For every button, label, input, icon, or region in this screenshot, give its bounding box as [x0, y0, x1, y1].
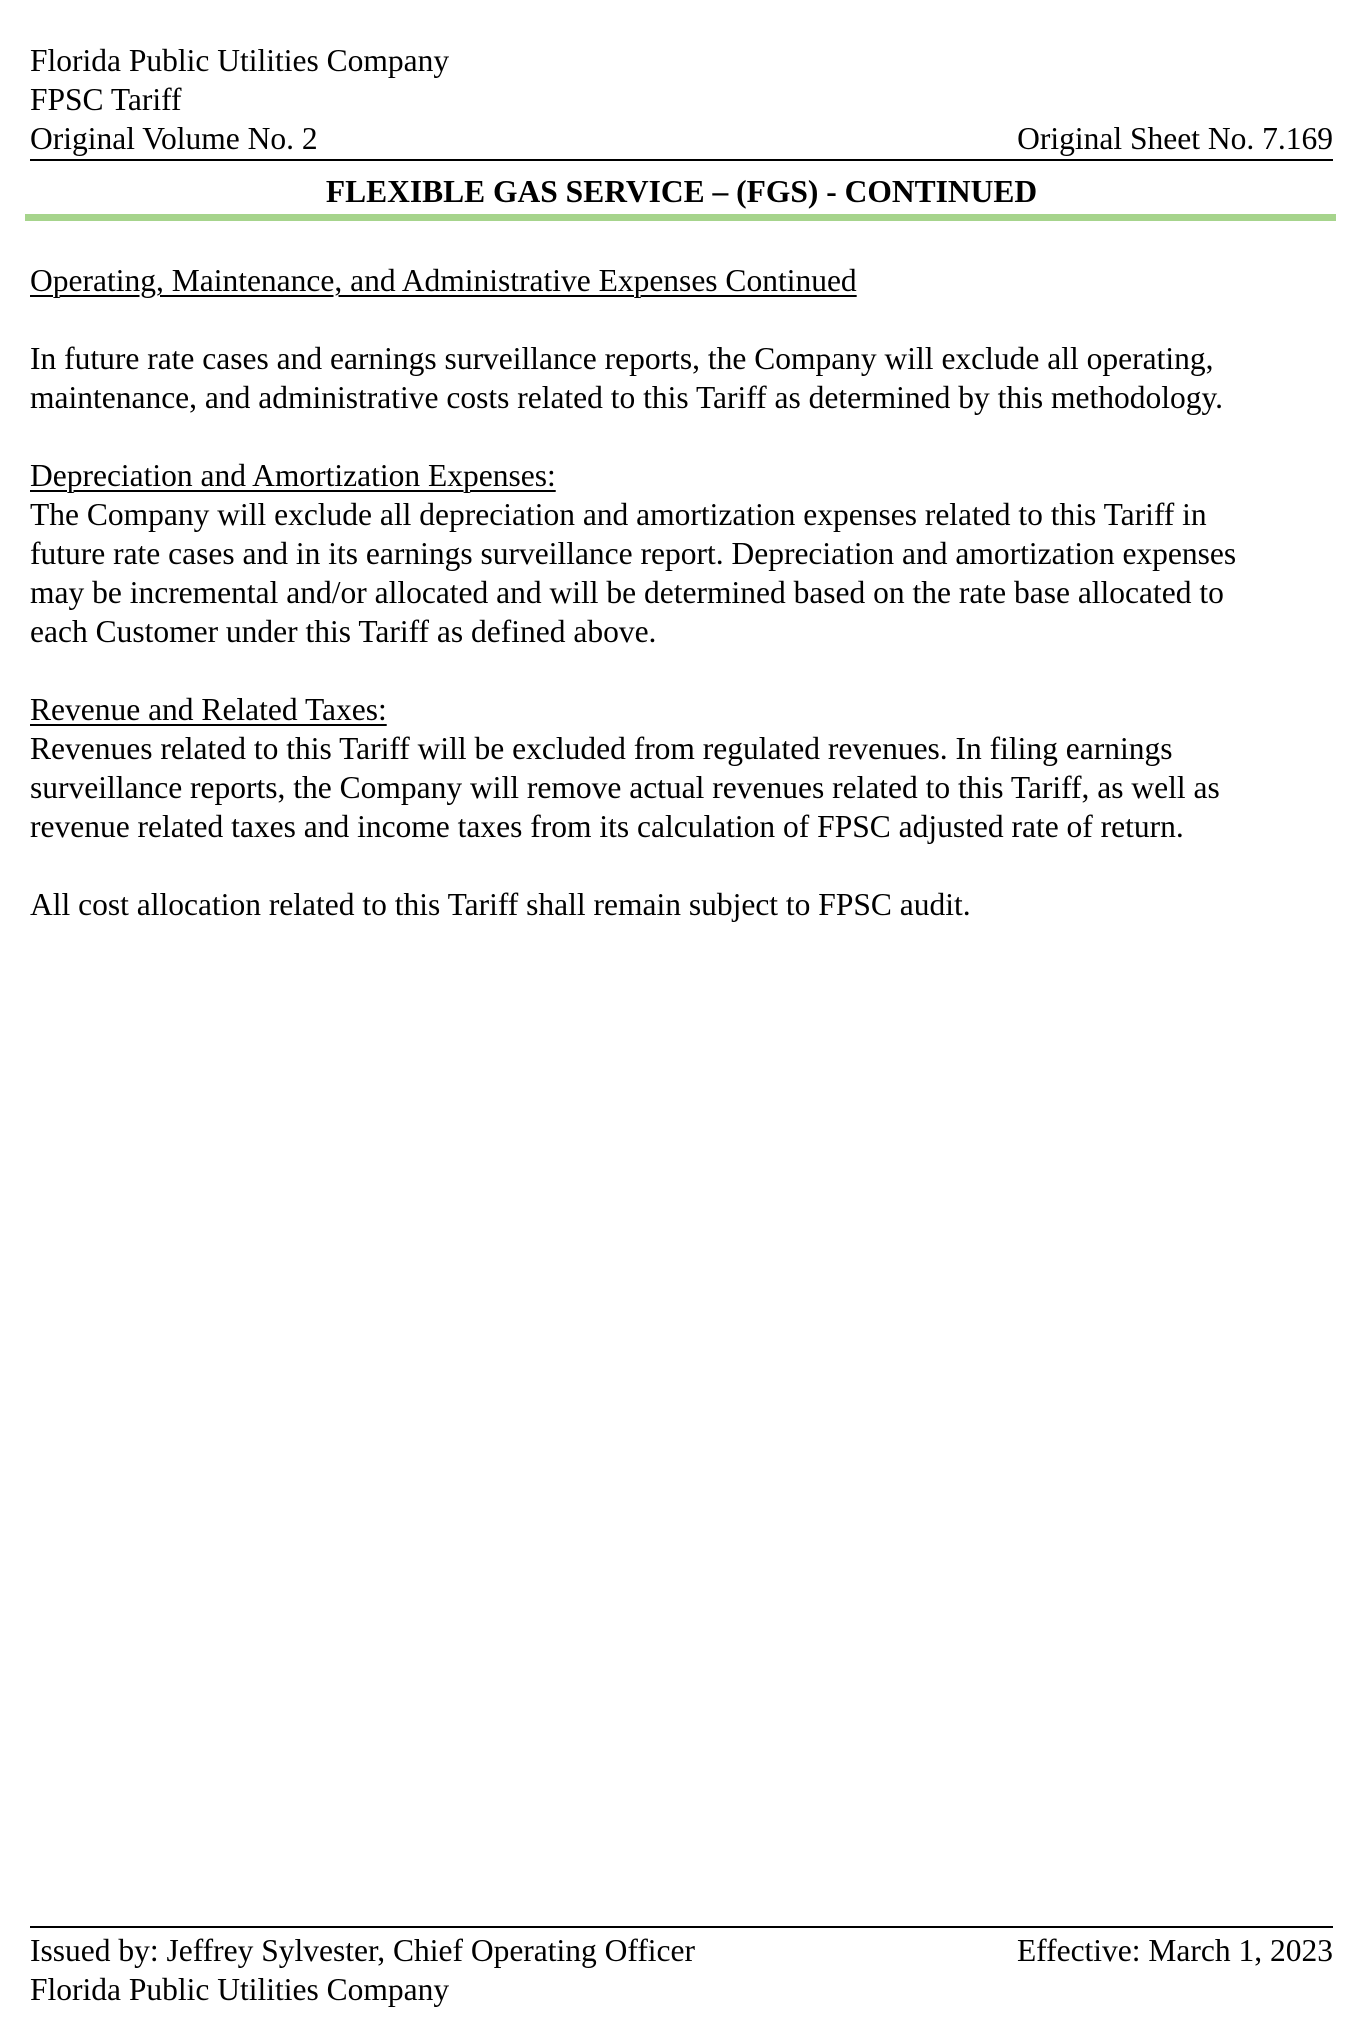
footer-rule: [30, 1926, 1333, 1928]
page-header: [30, 41, 1333, 158]
paragraph-line: future rate cases and in its earnings surveillance report. Depreciation and amortization expenses: [30, 536, 1237, 571]
header-volume-row: [30, 119, 1333, 158]
footer-issued-row: [30, 1931, 1333, 1970]
page-footer: [30, 1931, 1333, 2009]
paragraph-line: surveillance reports, the Company will remove actual revenues related to this Tariff, as well as: [30, 770, 1220, 805]
paragraph-line: each Customer under this Tariff as defined above.: [30, 614, 657, 649]
section-heading: Operating, Maintenance, and Administrative Expenses Continued: [30, 263, 857, 298]
tariff-page: [30, 0, 1336, 2026]
section-revenue-taxes: [30, 690, 1336, 846]
header-rule: [30, 159, 1333, 161]
footer-effective-date: Effective: March 1, 2023: [1016, 1933, 1333, 1968]
paragraph-line: revenue related taxes and income taxes from its calculation of FPSC adjusted rate of return.: [30, 809, 1184, 844]
header-sheet-number: Original Sheet No. 7.169: [1017, 121, 1333, 156]
section-depreciation: [30, 456, 1336, 651]
section-heading: Revenue and Related Taxes:: [30, 692, 387, 727]
paragraph-line: In future rate cases and earnings surveillance reports, the Company will exclude all operating,: [30, 341, 1214, 376]
paragraph-line: The Company will exclude all depreciation and amortization expenses related to this Tariff in: [30, 497, 1207, 532]
section-title: FLEXIBLE GAS SERVICE – (FGS) - CONTINUED: [325, 174, 1038, 209]
header-company: Florida Public Utilities Company: [30, 43, 450, 78]
document-body: [30, 261, 1336, 924]
footer-issued-by: Issued by: Jeffrey Sylvester, Chief Operating Officer: [30, 1933, 696, 1968]
footer-company: Florida Public Utilities Company: [30, 1972, 450, 2007]
section-heading: Depreciation and Amortization Expenses:: [30, 458, 556, 493]
paragraph-line: Revenues related to this Tariff will be excluded from regulated revenues. In filing earnings: [30, 731, 1173, 766]
paragraph-line: maintenance, and administrative costs related to this Tariff as determined by this methodology.: [30, 380, 1224, 415]
closing-statement: All cost allocation related to this Tariff shall remain subject to FPSC audit.: [30, 887, 971, 922]
paragraph-line: may be incremental and/or allocated and will be determined based on the rate base allocated to: [30, 575, 1224, 610]
section-operating-expenses: [30, 261, 1336, 417]
title-accent-rule: [25, 214, 1336, 221]
header-volume: Original Volume No. 2: [30, 121, 318, 156]
header-tariff: FPSC Tariff: [30, 82, 182, 117]
